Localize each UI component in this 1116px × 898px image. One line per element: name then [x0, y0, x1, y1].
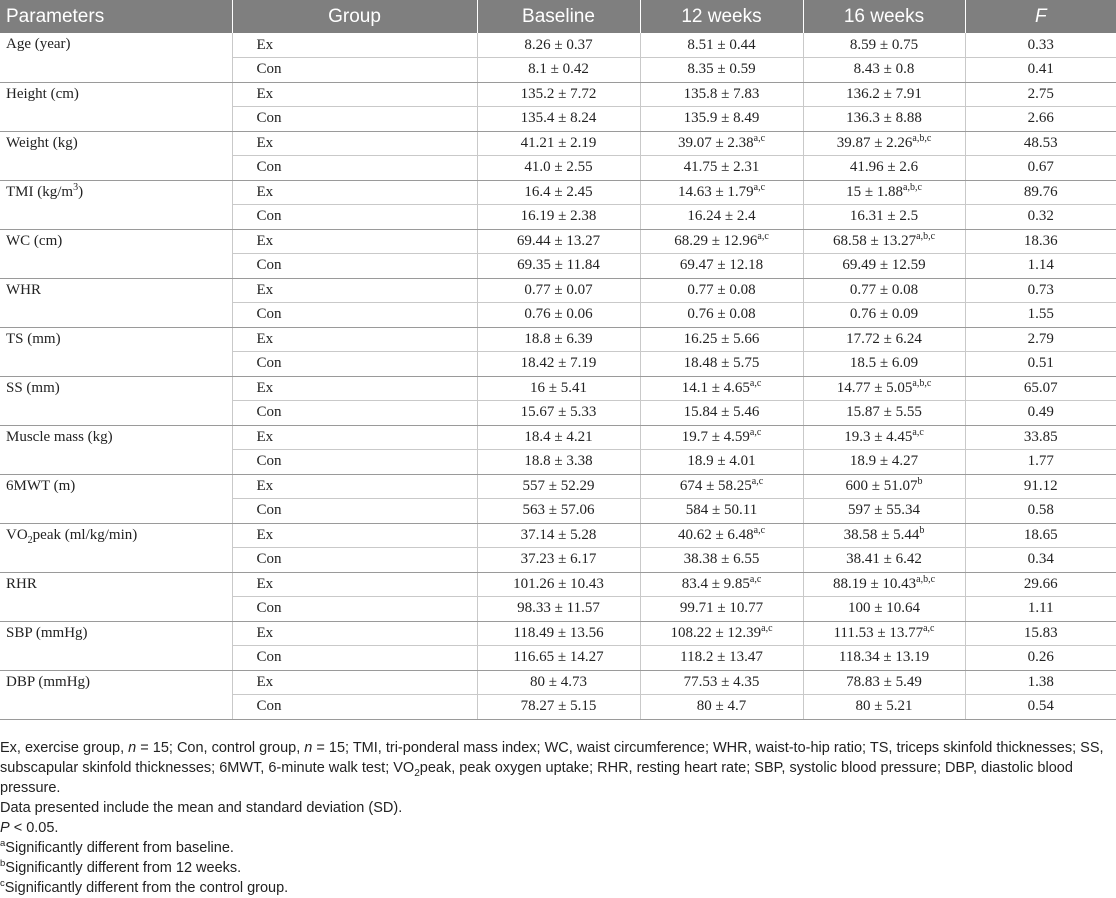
w16-cell: $88.19 \pm 10.43^{a,b,c}$ — [803, 572, 965, 597]
w16-cell: $111.53 \pm 13.77^{a,c}$ — [803, 621, 965, 646]
table-header-row — [0, 0, 1116, 33]
footnote-abbreviations-cont: subscapular skinfold thicknesses; 6MWT, 6-minute walk test; $VO_2peak$, peak oxygen uptake; RHR, resting heart rate; SBP, systolic blood pressure; DBP, diastolic blood pressure. — [0, 760, 1073, 796]
group-cell: Con — [232, 401, 477, 426]
parameter-cell: SS (mm) — [0, 376, 232, 425]
baseline-cell: 98.33 ± 11.57 — [477, 597, 640, 622]
table-row — [0, 180, 1116, 205]
w12-cell: 18.9 ± 4.01 — [640, 450, 803, 475]
w16-cell: 15.87 ± 5.55 — [803, 401, 965, 426]
w12-cell: 135.8 ± 7.83 — [640, 82, 803, 107]
group-cell: Con — [232, 597, 477, 622]
footnote-c: $^c$Significantly different from the control group. — [0, 878, 289, 896]
baseline-cell: 15.67 ± 5.33 — [477, 401, 640, 426]
parameter-cell: WC (cm) — [0, 229, 232, 278]
w12-cell: 41.75 ± 2.31 — [640, 156, 803, 181]
parameter-cell: Age (year) — [0, 33, 232, 82]
w12-cell: 0.76 ± 0.08 — [640, 303, 803, 328]
table-row — [0, 229, 1116, 254]
f-cell: 1.11 — [965, 597, 1116, 622]
w16-cell: $14.77 \pm 5.05^{a,b,c}$ — [803, 376, 965, 401]
f-cell: 0.33 — [965, 33, 1116, 58]
baseline-cell: 69.35 ± 11.84 — [477, 254, 640, 279]
w12-cell: 16.25 ± 5.66 — [640, 327, 803, 352]
f-cell: 2.79 — [965, 327, 1116, 352]
w16-cell: 17.72 ± 6.24 — [803, 327, 965, 352]
f-cell: 0.26 — [965, 646, 1116, 671]
parameter-cell: 6MWT (m) — [0, 474, 232, 523]
w16-cell: 0.76 ± 0.09 — [803, 303, 965, 328]
baseline-cell: 69.44 ± 13.27 — [477, 229, 640, 254]
w16-cell: 136.3 ± 8.88 — [803, 107, 965, 132]
baseline-cell: 41.21 ± 2.19 — [477, 131, 640, 156]
w12-cell: 584 ± 50.11 — [640, 499, 803, 524]
group-cell: Ex — [232, 425, 477, 450]
f-cell: 33.85 — [965, 425, 1116, 450]
baseline-cell: 18.4 ± 4.21 — [477, 425, 640, 450]
parameter-cell: DBP (mmHg) — [0, 670, 232, 719]
group-cell: Ex — [232, 327, 477, 352]
footnote-abbreviations: Ex, exercise group, n = 15; Con, control group, n = 15; TMI, tri-ponderal mass index; WC, waist circumference; WHR, waist-to-hip ratio; TS, triceps skinfold thicknesses; SS, — [0, 740, 1104, 756]
baseline-cell: 0.76 ± 0.06 — [477, 303, 640, 328]
group-cell: Ex — [232, 474, 477, 499]
group-cell: Con — [232, 499, 477, 524]
baseline-cell: 78.27 ± 5.15 — [477, 695, 640, 720]
baseline-cell: 0.77 ± 0.07 — [477, 278, 640, 303]
f-cell: 0.32 — [965, 205, 1116, 230]
f-cell: 0.41 — [965, 58, 1116, 83]
parameter-cell: WHR — [0, 278, 232, 327]
group-cell: Ex — [232, 523, 477, 548]
group-cell: Con — [232, 205, 477, 230]
parameter-cell: TMI $(kg/m^3)$ — [0, 180, 232, 229]
w16-cell: 38.58 ± 5.44$^b$ — [803, 523, 965, 548]
f-cell: 91.12 — [965, 474, 1116, 499]
w16-cell: 18.5 ± 6.09 — [803, 352, 965, 377]
footnote-p-value: P < 0.05. — [0, 820, 59, 836]
parameter-cell: Weight (kg) — [0, 131, 232, 180]
w12-cell: 15.84 ± 5.46 — [640, 401, 803, 426]
baseline-cell: 80 ± 4.73 — [477, 670, 640, 695]
baseline-cell: 18.8 ± 3.38 — [477, 450, 640, 475]
f-cell: 0.67 — [965, 156, 1116, 181]
w16-cell: 78.83 ± 5.49 — [803, 670, 965, 695]
table-row — [0, 670, 1116, 695]
table-row — [0, 278, 1116, 303]
baseline-cell: 118.49 ± 13.56 — [477, 621, 640, 646]
f-cell: 18.36 — [965, 229, 1116, 254]
baseline-cell: 16.19 ± 2.38 — [477, 205, 640, 230]
parameter-cell: TS (mm) — [0, 327, 232, 376]
w16-cell: 69.49 ± 12.59 — [803, 254, 965, 279]
w16-cell: 597 ± 55.34 — [803, 499, 965, 524]
header-f: F — [965, 0, 1116, 33]
w16-cell: 118.34 ± 13.19 — [803, 646, 965, 671]
f-cell: 2.75 — [965, 82, 1116, 107]
group-cell: Ex — [232, 180, 477, 205]
w12-cell: $83.4 \pm 9.85^{a,c}$ — [640, 572, 803, 597]
baseline-cell: 135.4 ± 8.24 — [477, 107, 640, 132]
table-row — [0, 376, 1116, 401]
footnote-a: $^a$Significantly different from baseline. — [0, 838, 234, 856]
w12-cell: 8.35 ± 0.59 — [640, 58, 803, 83]
table-row — [0, 572, 1116, 597]
group-cell: Ex — [232, 33, 477, 58]
w12-cell: $68.29 \pm 12.96^{a,c}$ — [640, 229, 803, 254]
group-cell: Ex — [232, 670, 477, 695]
w12-cell: 18.48 ± 5.75 — [640, 352, 803, 377]
f-cell: 2.66 — [965, 107, 1116, 132]
baseline-cell: 135.2 ± 7.72 — [477, 82, 640, 107]
w12-cell: $108.22 \pm 12.39^{a,c}$ — [640, 621, 803, 646]
baseline-cell: 557 ± 52.29 — [477, 474, 640, 499]
w12-cell: $14.63 \pm 1.79^{a,c}$ — [640, 180, 803, 205]
f-cell: 0.54 — [965, 695, 1116, 720]
header-group: Group — [232, 0, 477, 33]
f-cell: 65.07 — [965, 376, 1116, 401]
baseline-cell: 16.4 ± 2.45 — [477, 180, 640, 205]
group-cell: Con — [232, 548, 477, 573]
f-cell: 0.58 — [965, 499, 1116, 524]
f-cell: 0.73 — [965, 278, 1116, 303]
group-cell: Ex — [232, 278, 477, 303]
w12-cell: 118.2 ± 13.47 — [640, 646, 803, 671]
w16-cell: 80 ± 5.21 — [803, 695, 965, 720]
f-cell: 15.83 — [965, 621, 1116, 646]
baseline-cell: 101.26 ± 10.43 — [477, 572, 640, 597]
f-cell: 1.14 — [965, 254, 1116, 279]
w16-cell: 600 ± 51.07$^b$ — [803, 474, 965, 499]
w16-cell: $19.3 \pm 4.45^{a,c}$ — [803, 425, 965, 450]
parameter-cell: Muscle mass (kg) — [0, 425, 232, 474]
f-cell: 1.77 — [965, 450, 1116, 475]
header-12-weeks: 12 weeks — [640, 0, 803, 33]
header-16-weeks: 16 weeks — [803, 0, 965, 33]
f-cell: 0.51 — [965, 352, 1116, 377]
table-row — [0, 474, 1116, 499]
parameter-cell: SBP (mmHg) — [0, 621, 232, 670]
group-cell: Ex — [232, 82, 477, 107]
baseline-cell: 37.14 ± 5.28 — [477, 523, 640, 548]
group-cell: Ex — [232, 376, 477, 401]
group-cell: Ex — [232, 621, 477, 646]
table-footnotes — [0, 738, 1116, 898]
w12-cell: $39.07 \pm 2.38^{a,c}$ — [640, 131, 803, 156]
table-row — [0, 621, 1116, 646]
w16-cell: $39.87 \pm 2.26^{a,b,c}$ — [803, 131, 965, 156]
table-row — [0, 523, 1116, 548]
w12-cell: $14.1 \pm 4.65^{a,c}$ — [640, 376, 803, 401]
group-cell: Con — [232, 156, 477, 181]
w12-cell: 69.47 ± 12.18 — [640, 254, 803, 279]
w12-cell: 99.71 ± 10.77 — [640, 597, 803, 622]
baseline-cell: 18.8 ± 6.39 — [477, 327, 640, 352]
f-cell: 1.55 — [965, 303, 1116, 328]
w12-cell: 38.38 ± 6.55 — [640, 548, 803, 573]
w12-cell: 0.77 ± 0.08 — [640, 278, 803, 303]
baseline-cell: 8.26 ± 0.37 — [477, 33, 640, 58]
w16-cell: 16.31 ± 2.5 — [803, 205, 965, 230]
f-cell: 0.34 — [965, 548, 1116, 573]
baseline-cell: 41.0 ± 2.55 — [477, 156, 640, 181]
parameter-cell: Height (cm) — [0, 82, 232, 131]
w12-cell: $19.7 \pm 4.59^{a,c}$ — [640, 425, 803, 450]
group-cell: Con — [232, 107, 477, 132]
f-cell: 48.53 — [965, 131, 1116, 156]
group-cell: Con — [232, 254, 477, 279]
group-cell: Ex — [232, 572, 477, 597]
w16-cell: 100 ± 10.64 — [803, 597, 965, 622]
baseline-cell: 116.65 ± 14.27 — [477, 646, 640, 671]
baseline-cell: 18.42 ± 7.19 — [477, 352, 640, 377]
table-row — [0, 327, 1116, 352]
footnote-data-note: Data presented include the mean and standard deviation (SD). — [0, 800, 403, 816]
table-body — [0, 33, 1116, 719]
w16-cell: 136.2 ± 7.91 — [803, 82, 965, 107]
w12-cell: 77.53 ± 4.35 — [640, 670, 803, 695]
w16-cell: $15 \pm 1.88^{a,b,c}$ — [803, 180, 965, 205]
baseline-cell: 37.23 ± 6.17 — [477, 548, 640, 573]
group-cell: Con — [232, 352, 477, 377]
w16-cell: $68.58 \pm 13.27^{a,b,c}$ — [803, 229, 965, 254]
group-cell: Con — [232, 695, 477, 720]
w16-cell: 18.9 ± 4.27 — [803, 450, 965, 475]
baseline-cell: 563 ± 57.06 — [477, 499, 640, 524]
group-cell: Con — [232, 303, 477, 328]
header-parameters: Parameters — [0, 0, 232, 33]
f-cell: 0.49 — [965, 401, 1116, 426]
header-baseline: Baseline — [477, 0, 640, 33]
w16-cell: 8.59 ± 0.75 — [803, 33, 965, 58]
table-row — [0, 131, 1116, 156]
footnote-b: $^b$Significantly different from 12 weeks. — [0, 858, 242, 876]
w12-cell: $40.62 \pm 6.48^{a,c}$ — [640, 523, 803, 548]
w16-cell: 38.41 ± 6.42 — [803, 548, 965, 573]
w12-cell: 135.9 ± 8.49 — [640, 107, 803, 132]
w12-cell: 16.24 ± 2.4 — [640, 205, 803, 230]
f-cell: 18.65 — [965, 523, 1116, 548]
f-cell: 1.38 — [965, 670, 1116, 695]
parameter-cell: $VO_2peak$ (ml/kg/min) — [0, 523, 232, 572]
w16-cell: 0.77 ± 0.08 — [803, 278, 965, 303]
group-cell: Ex — [232, 131, 477, 156]
table-row — [0, 33, 1116, 58]
w16-cell: 8.43 ± 0.8 — [803, 58, 965, 83]
group-cell: Con — [232, 646, 477, 671]
w16-cell: 41.96 ± 2.6 — [803, 156, 965, 181]
w12-cell: $674 \pm 58.25^{a,c}$ — [640, 474, 803, 499]
table-row — [0, 425, 1116, 450]
w12-cell: 80 ± 4.7 — [640, 695, 803, 720]
f-cell: 29.66 — [965, 572, 1116, 597]
baseline-cell: 16 ± 5.41 — [477, 376, 640, 401]
baseline-cell: 8.1 ± 0.42 — [477, 58, 640, 83]
group-cell: Ex — [232, 229, 477, 254]
table-row — [0, 82, 1116, 107]
group-cell: Con — [232, 450, 477, 475]
w12-cell: 8.51 ± 0.44 — [640, 33, 803, 58]
parameter-cell: RHR — [0, 572, 232, 621]
group-cell: Con — [232, 58, 477, 83]
f-cell: 89.76 — [965, 180, 1116, 205]
